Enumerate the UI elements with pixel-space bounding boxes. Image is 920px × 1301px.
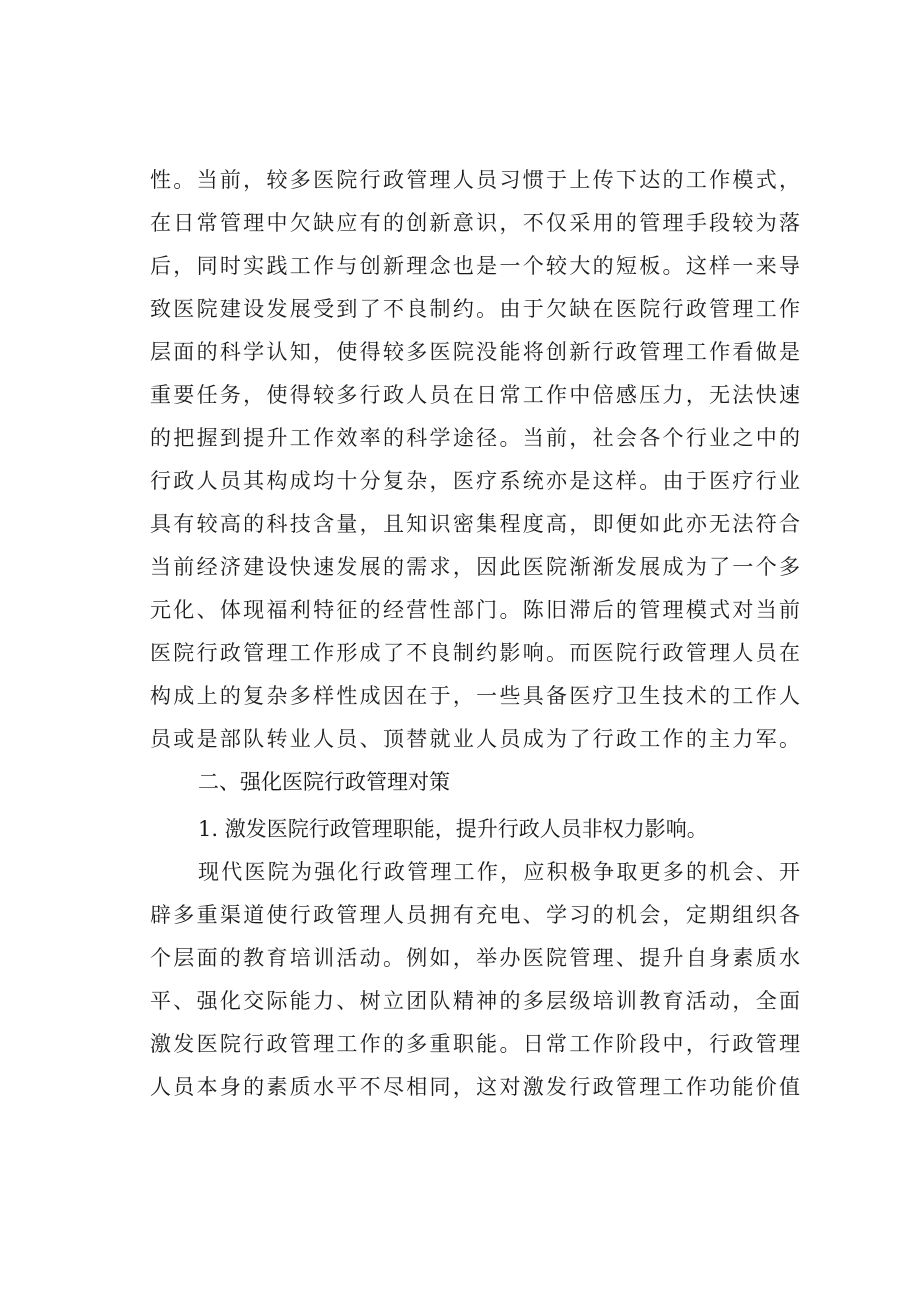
- paragraph-line: 重要任务，使得较多行政人员在日常工作中倍感压力，无法快速: [150, 383, 800, 407]
- paragraph-line: 当前经济建设快速发展的需求，因此医院渐渐发展成为了一个多: [150, 555, 800, 579]
- paragraph-line: 在日常管理中欠缺应有的创新意识，不仅采用的管理手段较为落: [150, 211, 800, 235]
- subheading: 1. 激发医院行政管理职能，提升行政人员非权力影响。: [198, 817, 708, 841]
- paragraph-line: 员或是部队转业人员、顶替就业人员成为了行政工作的主力军。: [150, 727, 800, 751]
- paragraph-line: 现代医院为强化行政管理工作，应积极争取更多的机会、开: [198, 860, 800, 884]
- paragraph-line: 激发医院行政管理工作的多重职能。日常工作阶段中，行政管理: [150, 1032, 800, 1056]
- paragraph-line: 的把握到提升工作效率的科学途径。当前，社会各个行业之中的: [150, 426, 800, 450]
- paragraph-line: 平、强化交际能力、树立团队精神的多层级培训教育活动，全面: [150, 989, 800, 1013]
- paragraph-line: 层面的科学认知，使得较多医院没能将创新行政管理工作看做是: [150, 340, 800, 364]
- paragraph-line: 个层面的教育培训活动。例如，举办医院管理、提升自身素质水: [150, 946, 800, 970]
- paragraph-line: 构成上的复杂多样性成因在于，一些具备医疗卫生技术的工作人: [150, 684, 800, 708]
- paragraph-line: 医院行政管理工作形成了不良制约影响。而医院行政管理人员在: [150, 641, 800, 665]
- paragraph-line: 行政人员其构成均十分复杂，医疗系统亦是这样。由于医疗行业: [150, 469, 800, 493]
- paragraph-line: 元化、体现福利特征的经营性部门。陈旧滞后的管理模式对当前: [150, 598, 800, 622]
- paragraph-line: 致医院建设发展受到了不良制约。由于欠缺在医院行政管理工作: [150, 297, 800, 321]
- paragraph-line: 人员本身的素质水平不尽相同，这对激发行政管理工作功能价值: [150, 1075, 800, 1099]
- paragraph-line: 具有较高的科技含量，且知识密集程度高，即便如此亦无法符合: [150, 512, 800, 536]
- paragraph-line: 辟多重渠道使行政管理人员拥有充电、学习的机会，定期组织各: [150, 903, 800, 927]
- section-heading: 二、强化医院行政管理对策: [198, 770, 450, 794]
- paragraph-line: 后，同时实践工作与创新理念也是一个较大的短板。这样一来导: [150, 254, 800, 278]
- paragraph-line: 性。当前，较多医院行政管理人员习惯于上传下达的工作模式，: [150, 168, 800, 192]
